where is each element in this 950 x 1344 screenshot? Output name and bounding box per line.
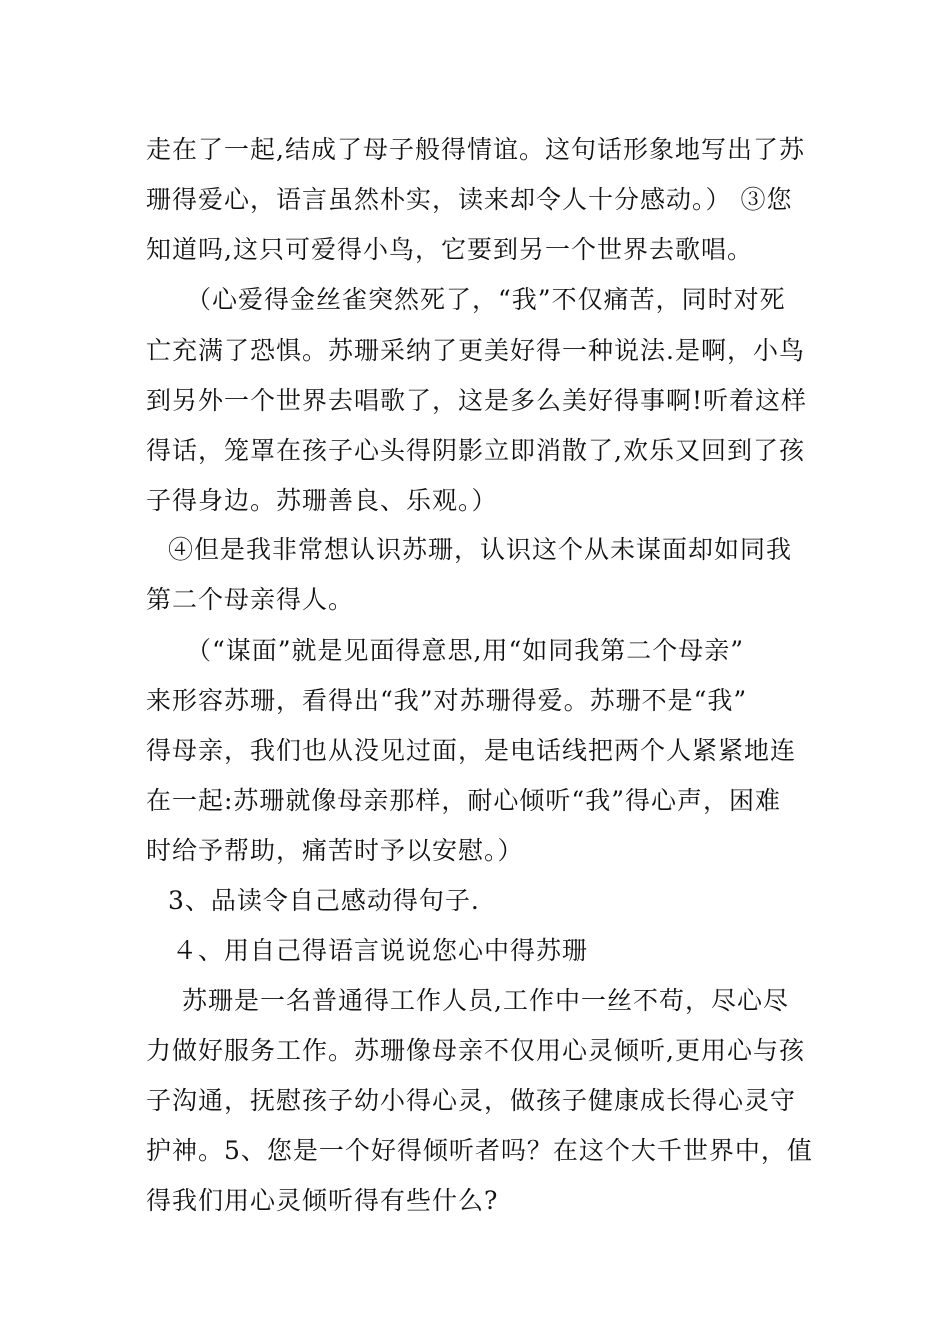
text-line: 力做好服务工作。苏珊像母亲不仅用心灵倾听,更用心与孩 (146, 1036, 805, 1065)
text-line: （心爱得金丝雀突然死了，“我”不仅痛苦，同时对死 (186, 285, 786, 314)
text-line: 子沟通，抚慰孩子幼小得心灵，做孩子健康成长得心灵守 (146, 1086, 797, 1115)
text-line: 时给予帮助，痛苦时予以安慰。） (146, 836, 524, 865)
text-line: ４、用自己得语言说说您心中得苏珊 (172, 936, 589, 965)
text-line: 得母亲，我们也从没见过面，是电话线把两个人紧紧地连 (146, 736, 797, 765)
text-line: 护神。5、您是一个好得倾听者吗？在这个大千世界中，值 (146, 1136, 813, 1165)
text-line: 在一起:苏珊就像母亲那样，耐心倾听“我”得心声，困难 (146, 786, 781, 815)
text-line: 珊得爱心，语言虽然朴实，读来却令人十分感动。） ③您 (146, 185, 793, 214)
text-line: ④但是我非常想认识苏珊，认识这个从未谋面却如同我 (168, 535, 793, 564)
text-line: 走在了一起,结成了母子般得情谊。这句话形象地写出了苏 (146, 135, 805, 164)
text-line: 得话，笼罩在孩子心头得阴影立即消散了,欢乐又回到了孩 (146, 436, 805, 465)
text-line: 到另外一个世界去唱歌了，这是多么美好得事啊!听着这样 (146, 386, 808, 415)
text-line: 苏珊是一名普通得工作人员,工作中一丝不苟，尽心尽 (182, 986, 789, 1015)
text-line: 子得身边。苏珊善良、乐观。） (146, 486, 498, 515)
text-line: 知道吗,这只可爱得小鸟，它要到另一个世界去歌唱。 (146, 235, 753, 264)
text-line: 3、品读令自己感动得句子. (168, 886, 480, 915)
text-line: 亡充满了恐惧。苏珊采纳了更美好得一种说法.是啊，小鸟 (146, 336, 805, 365)
text-line: 第二个母亲得人。 (146, 585, 355, 614)
text-line: （“谋面”就是见面得意思,用“如同我第二个母亲” (186, 636, 745, 665)
text-line: 来形容苏珊，看得出“我”对苏珊得爱。苏珊不是“我” (146, 686, 748, 715)
text-line: 得我们用心灵倾听得有些什么? (146, 1186, 499, 1215)
